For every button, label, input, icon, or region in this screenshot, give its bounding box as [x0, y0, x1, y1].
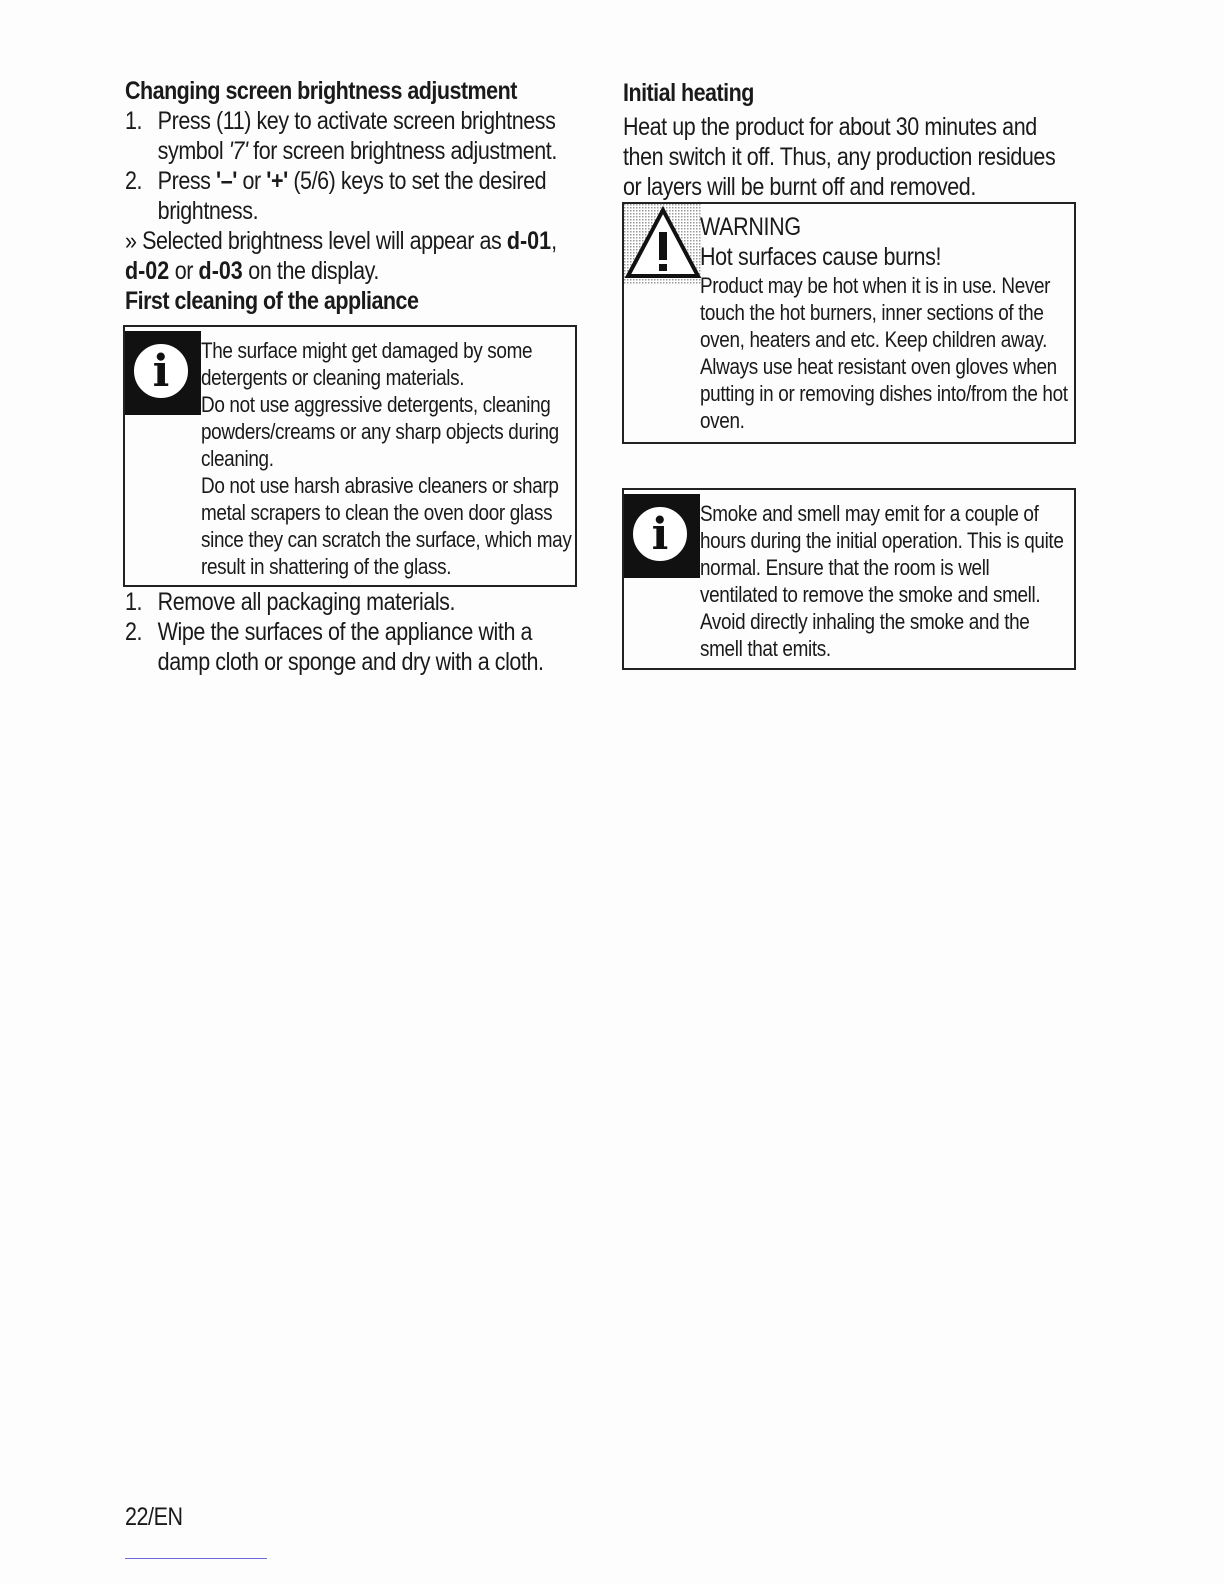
left-column — [125, 76, 580, 316]
list-item — [125, 106, 579, 166]
display-code-d02: d-02 — [125, 257, 170, 285]
right-column — [623, 76, 1075, 202]
step-text: Press (11) key to activate screen brightness symbol — [157, 107, 556, 165]
list-item — [125, 587, 579, 617]
initial-heating-heading: Initial heating — [623, 79, 754, 107]
display-code-d01: d-01 — [506, 227, 552, 255]
brightness-steps — [125, 106, 579, 226]
brightness-symbol: '7' — [228, 137, 248, 165]
info-text: Do not use harsh abrasive cleaners or sharp metal scrapers to clean the oven door glass since they can scratch the surface, which may result in shattering of the glass. — [201, 473, 572, 579]
list-item — [125, 166, 579, 226]
brightness-heading: Changing screen brightness adjustment — [125, 77, 517, 105]
cleaning-steps — [125, 587, 579, 677]
step-number: 1. — [125, 588, 143, 616]
step-text: (5/6) keys to set the desired brightness. — [157, 167, 547, 225]
minus-key: '–' — [216, 167, 237, 195]
smoke-info-box — [622, 488, 1076, 670]
warning-title: WARNING — [700, 213, 801, 241]
info-icon: i — [624, 490, 700, 578]
brightness-result — [125, 226, 579, 286]
step-text: Press — [157, 167, 217, 195]
step-number: 2. — [125, 167, 143, 195]
step-text: for screen brightness adjustment. — [247, 137, 557, 165]
display-code-d03: d-03 — [198, 257, 243, 285]
cleaning-steps-wrap — [125, 587, 580, 677]
warning-body: Product may be hot when it is in use. Never touch the hot burners, inner sections of the oven, heaters and etc. Keep children away. Always use heat resistant oven gloves when putting in or removing dishes into/from the hot oven. — [700, 273, 1068, 433]
step-text: Remove all packaging materials. — [157, 588, 456, 616]
step-number: 1. — [125, 107, 143, 135]
comma: , — [551, 227, 557, 255]
cleaning-info-box — [123, 325, 577, 587]
list-item — [125, 617, 579, 677]
warning-box — [622, 202, 1076, 444]
warning-subtitle: Hot surfaces cause burns! — [700, 243, 942, 271]
page-number: 22/EN — [125, 1503, 183, 1531]
result-text: on the display. — [242, 257, 379, 285]
step-text: or — [236, 167, 267, 195]
warning-triangle-icon — [624, 204, 702, 289]
footer-rule — [125, 1558, 267, 1559]
or-text: or — [169, 257, 199, 285]
initial-heating-body: Heat up the product for about 30 minutes and then switch it off. Thus, any production residues or layers will be burnt off and removed. — [623, 113, 1056, 201]
step-number: 2. — [125, 618, 143, 646]
first-cleaning-heading: First cleaning of the appliance — [125, 287, 419, 315]
info-icon: i — [125, 327, 201, 415]
info-text: Do not use aggressive detergents, cleaning powders/creams or any sharp objects during cleaning. — [201, 392, 559, 471]
plus-key: '+' — [266, 167, 288, 195]
info-text: Smoke and smell may emit for a couple of hours during the initial operation. This is quite normal. Ensure that the room is well ventilated to remove the smoke and smell. Avoid directly inhaling the smoke and the smell that emits. — [700, 501, 1064, 661]
step-text: Wipe the surfaces of the appliance with a damp cloth or sponge and dry with a cloth. — [157, 618, 544, 676]
result-text: » Selected brightness level will appear as — [125, 227, 507, 255]
brightness-steps-wrap — [125, 106, 579, 286]
info-text: The surface might get damaged by some detergents or cleaning materials. — [201, 338, 533, 390]
